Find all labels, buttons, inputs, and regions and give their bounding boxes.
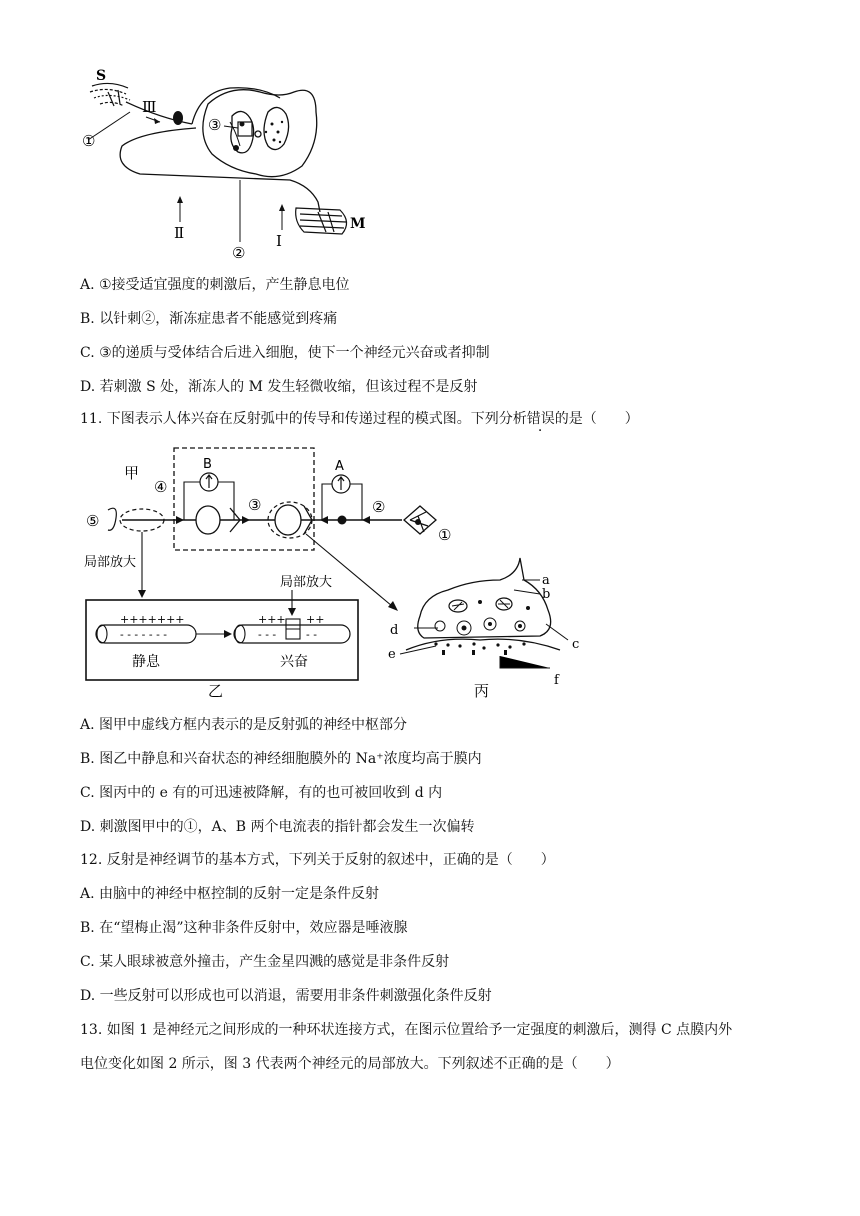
label-iii: Ⅲ	[142, 98, 157, 116]
excite-minus-a: - - -	[258, 628, 277, 641]
q11-stem-tail: 的是（ ）	[554, 411, 639, 427]
q11-stem-text: 11. 下图表示人体兴奋在反射弧中的传导和传递过程的模式图。下列分析	[80, 411, 527, 427]
excite-minus-b: - -	[306, 628, 317, 641]
interneuron-body	[196, 506, 220, 534]
q11-option-c[interactable]: C. 图丙中的 e 有的可迅速被降解，有的也可被回收到 d 内	[80, 785, 443, 801]
q10-option-c[interactable]: C. ③的递质与受体结合后进入细胞，使下一个神经元兴奋或者抑制	[80, 345, 490, 361]
q10-option-b[interactable]: B. 以针刺②，渐冻症患者不能感觉到疼痛	[80, 311, 338, 327]
label-i: Ⅰ	[276, 232, 282, 250]
label-d-small: d	[390, 623, 399, 638]
label-ii: Ⅱ	[174, 224, 185, 242]
excite-plus-b: ++	[306, 613, 325, 626]
label-jia: 甲	[124, 464, 140, 482]
central-dashed-box	[174, 448, 314, 550]
q11-stem	[80, 409, 639, 429]
label-circle-3: ③	[248, 496, 262, 514]
spinal-reflex-figure	[80, 62, 380, 262]
label-circle-2: ②	[372, 498, 386, 516]
label-b-small: b	[542, 587, 551, 602]
label-bing: 丙	[474, 682, 490, 700]
dorsal-root-ganglion	[173, 111, 183, 125]
label-c-small: c	[572, 637, 580, 652]
q13-stem-line2: 电位变化如图 2 所示，图 3 代表两个神经元的局部放大。下列叙述不正确的是（ ）	[80, 1056, 620, 1072]
sensory-ganglion	[338, 516, 347, 525]
fiber-excite	[234, 625, 350, 643]
label-s: S	[96, 68, 107, 84]
label-circle-4: ④	[154, 478, 168, 496]
rest-plus: +++++++	[120, 613, 185, 626]
label-circle-2: ②	[232, 244, 246, 262]
label-a-small: a	[542, 573, 550, 588]
label-circle-3: ③	[208, 116, 222, 134]
rest-minus: - - - - - - -	[120, 628, 167, 641]
q11-option-a[interactable]: A. 图甲中虚线方框内表示的是反射弧的神经中枢部分	[80, 717, 408, 733]
label-b: B	[203, 457, 212, 472]
q13-stem-line1: 13. 如图 1 是神经元之间形成的一种环状连接方式，在图示位置给予一定强度的刺激后，测得 C 点膜内外	[80, 1022, 733, 1038]
q10-option-d[interactable]: D. 若刺激 S 处，渐冻人的 M 发生轻微收缩，但该过程不是反射	[80, 379, 478, 395]
excite-plus-a: +++	[258, 613, 286, 626]
q10-option-a[interactable]: A. ①接受适宜强度的刺激后，产生静息电位	[80, 277, 350, 293]
effector-shape	[108, 508, 116, 530]
q12-option-b[interactable]: B. 在“望梅止渴”这种非条件反射中，效应器是唾液腺	[80, 920, 408, 936]
q12-option-a[interactable]: A. 由脑中的神经中枢控制的反射一定是条件反射	[80, 886, 380, 902]
label-enlarge-left: 局部放大	[84, 555, 137, 570]
label-circle-1: ①	[438, 526, 452, 544]
label-yi: 乙	[208, 682, 224, 700]
label-rest: 静息	[132, 654, 160, 670]
q12-option-c[interactable]: C. 某人眼球被意外撞击，产生金星四溅的感觉是非条件反射	[80, 954, 450, 970]
label-m: M	[350, 216, 366, 232]
label-f-small: f	[554, 673, 559, 688]
q12-option-d[interactable]: D. 一些反射可以形成也可以消退，需要用非条件刺激强化条件反射	[80, 988, 492, 1004]
q11-stem-emphasis: 错误	[526, 411, 555, 427]
label-enlarge-mid: 局部放大	[280, 575, 333, 590]
label-a: A	[335, 459, 344, 474]
q12-stem: 12. 反射是神经调节的基本方式，下列关于反射的叙述中，正确的是（ ）	[80, 852, 555, 868]
label-circle-1: ①	[82, 132, 96, 150]
muscle-m	[296, 208, 347, 234]
skin-receptor-s	[90, 83, 130, 106]
label-excite: 兴奋	[280, 654, 308, 670]
neuron-body-right	[275, 505, 301, 535]
receptor-diamond	[404, 506, 436, 534]
label-e-small: e	[388, 647, 396, 662]
q11-option-b[interactable]: B. 图乙中静息和兴奋状态的神经细胞膜外的 Na⁺浓度均高于膜内	[80, 751, 482, 767]
q11-option-d[interactable]: D. 刺激图甲中的①，A、B 两个电流表的指针都会发生一次偏转	[80, 819, 475, 835]
label-circle-5: ⑤	[86, 512, 100, 530]
reflex-arc-figure	[80, 440, 600, 700]
